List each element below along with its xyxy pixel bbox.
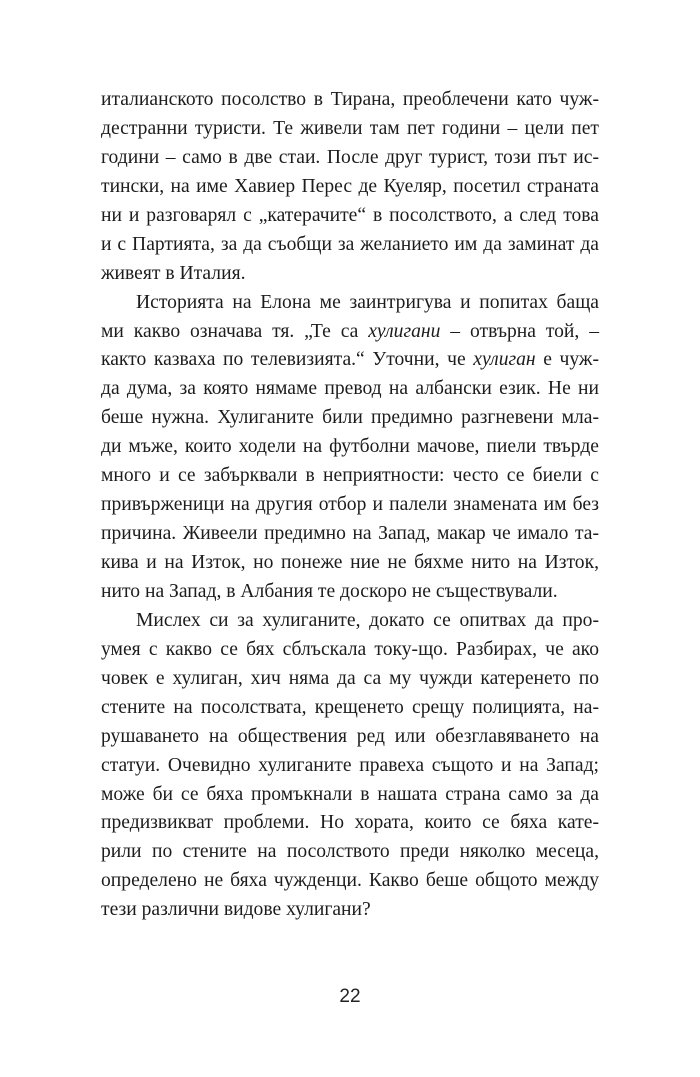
italic-word: хулиган	[473, 349, 536, 371]
text-line: статуи. Очевидно хулиганите правеха същото и на Запад;	[101, 754, 599, 776]
text-line: Историята на Елона ме заинтригува и попитах баща	[136, 291, 599, 313]
text-line: живеят в Италия.	[101, 262, 246, 284]
text-run: както казваха по телевизията.“ Уточни, че	[101, 349, 474, 371]
text-line: човек е хулиган, хич няма да са му чужди катеренето по	[101, 667, 599, 689]
text-line	[101, 346, 599, 375]
text-run: – отвърна той, –	[440, 320, 599, 342]
text-line: определено не бяха чужденци. Какво беше общото между	[101, 870, 599, 892]
text-line: и с Партията, за да съобщи за желанието им да заминат да	[101, 233, 599, 255]
text-line: рили по стените на посолството преди няколко месеца,	[101, 841, 599, 863]
text-line: италианското посолство в Тирана, преоблечени като чуж-	[101, 89, 599, 110]
text-run: ми какво означава тя. „Те са	[101, 320, 369, 342]
text-line: Мислех си за хулиганите, докато се опитвах да про-	[136, 609, 599, 631]
text-line: да дума, за която нямаме превод на албански език. Не ни	[101, 378, 599, 400]
text-line: тински, на име Хавиер Перес де Куеляр, посетил страната	[101, 175, 599, 197]
text-line: може би се бяха промъкнали в нашата страна само за да	[101, 783, 599, 805]
text-run: е чуж-	[535, 349, 599, 371]
page-number: 22	[339, 986, 361, 1007]
text-line: умея с какво се бях сблъскала току-що. Разбирах, че ако	[101, 638, 599, 660]
text-line: кива и на Изток, но понеже ние не бяхме нито на Изток,	[101, 552, 599, 573]
text-line: причина. Живеели предимно на Запад, макар че имало та-	[101, 523, 599, 545]
text-line: стените на посолствата, крещенето срещу полицията, на-	[101, 696, 599, 718]
text-line: рушаването на обществения ред или обезглавяването на	[101, 725, 599, 747]
text-line: предизвикват проблеми. Но хората, които се бяха кате-	[101, 812, 599, 834]
text-line: дестранни туристи. Те живели там пет години – цели пет	[101, 117, 599, 139]
text-line	[101, 318, 599, 347]
text-line: привърженици на другия отбор и палели знамената им без	[101, 494, 599, 516]
text-line: беше нужна. Хулиганите били предимно разгневени мла-	[101, 407, 599, 429]
text-line: много и се забърквали в неприятности: често се биели с	[101, 465, 599, 487]
text-line: ни и разговарял с „катерачите“ в посолството, а след това	[101, 204, 599, 226]
text-line: години – само в две стаи. После друг турист, този път ис-	[101, 146, 599, 168]
body-text	[101, 86, 599, 925]
italic-word: хулигани	[368, 320, 441, 342]
text-line: ди мъже, които ходели на футболни мачове, пиели твърде	[101, 436, 599, 458]
text-line: нито на Запад, в Албания те доскоро не съществували.	[101, 580, 558, 602]
text-line: тези различни видове хулигани?	[101, 899, 371, 921]
